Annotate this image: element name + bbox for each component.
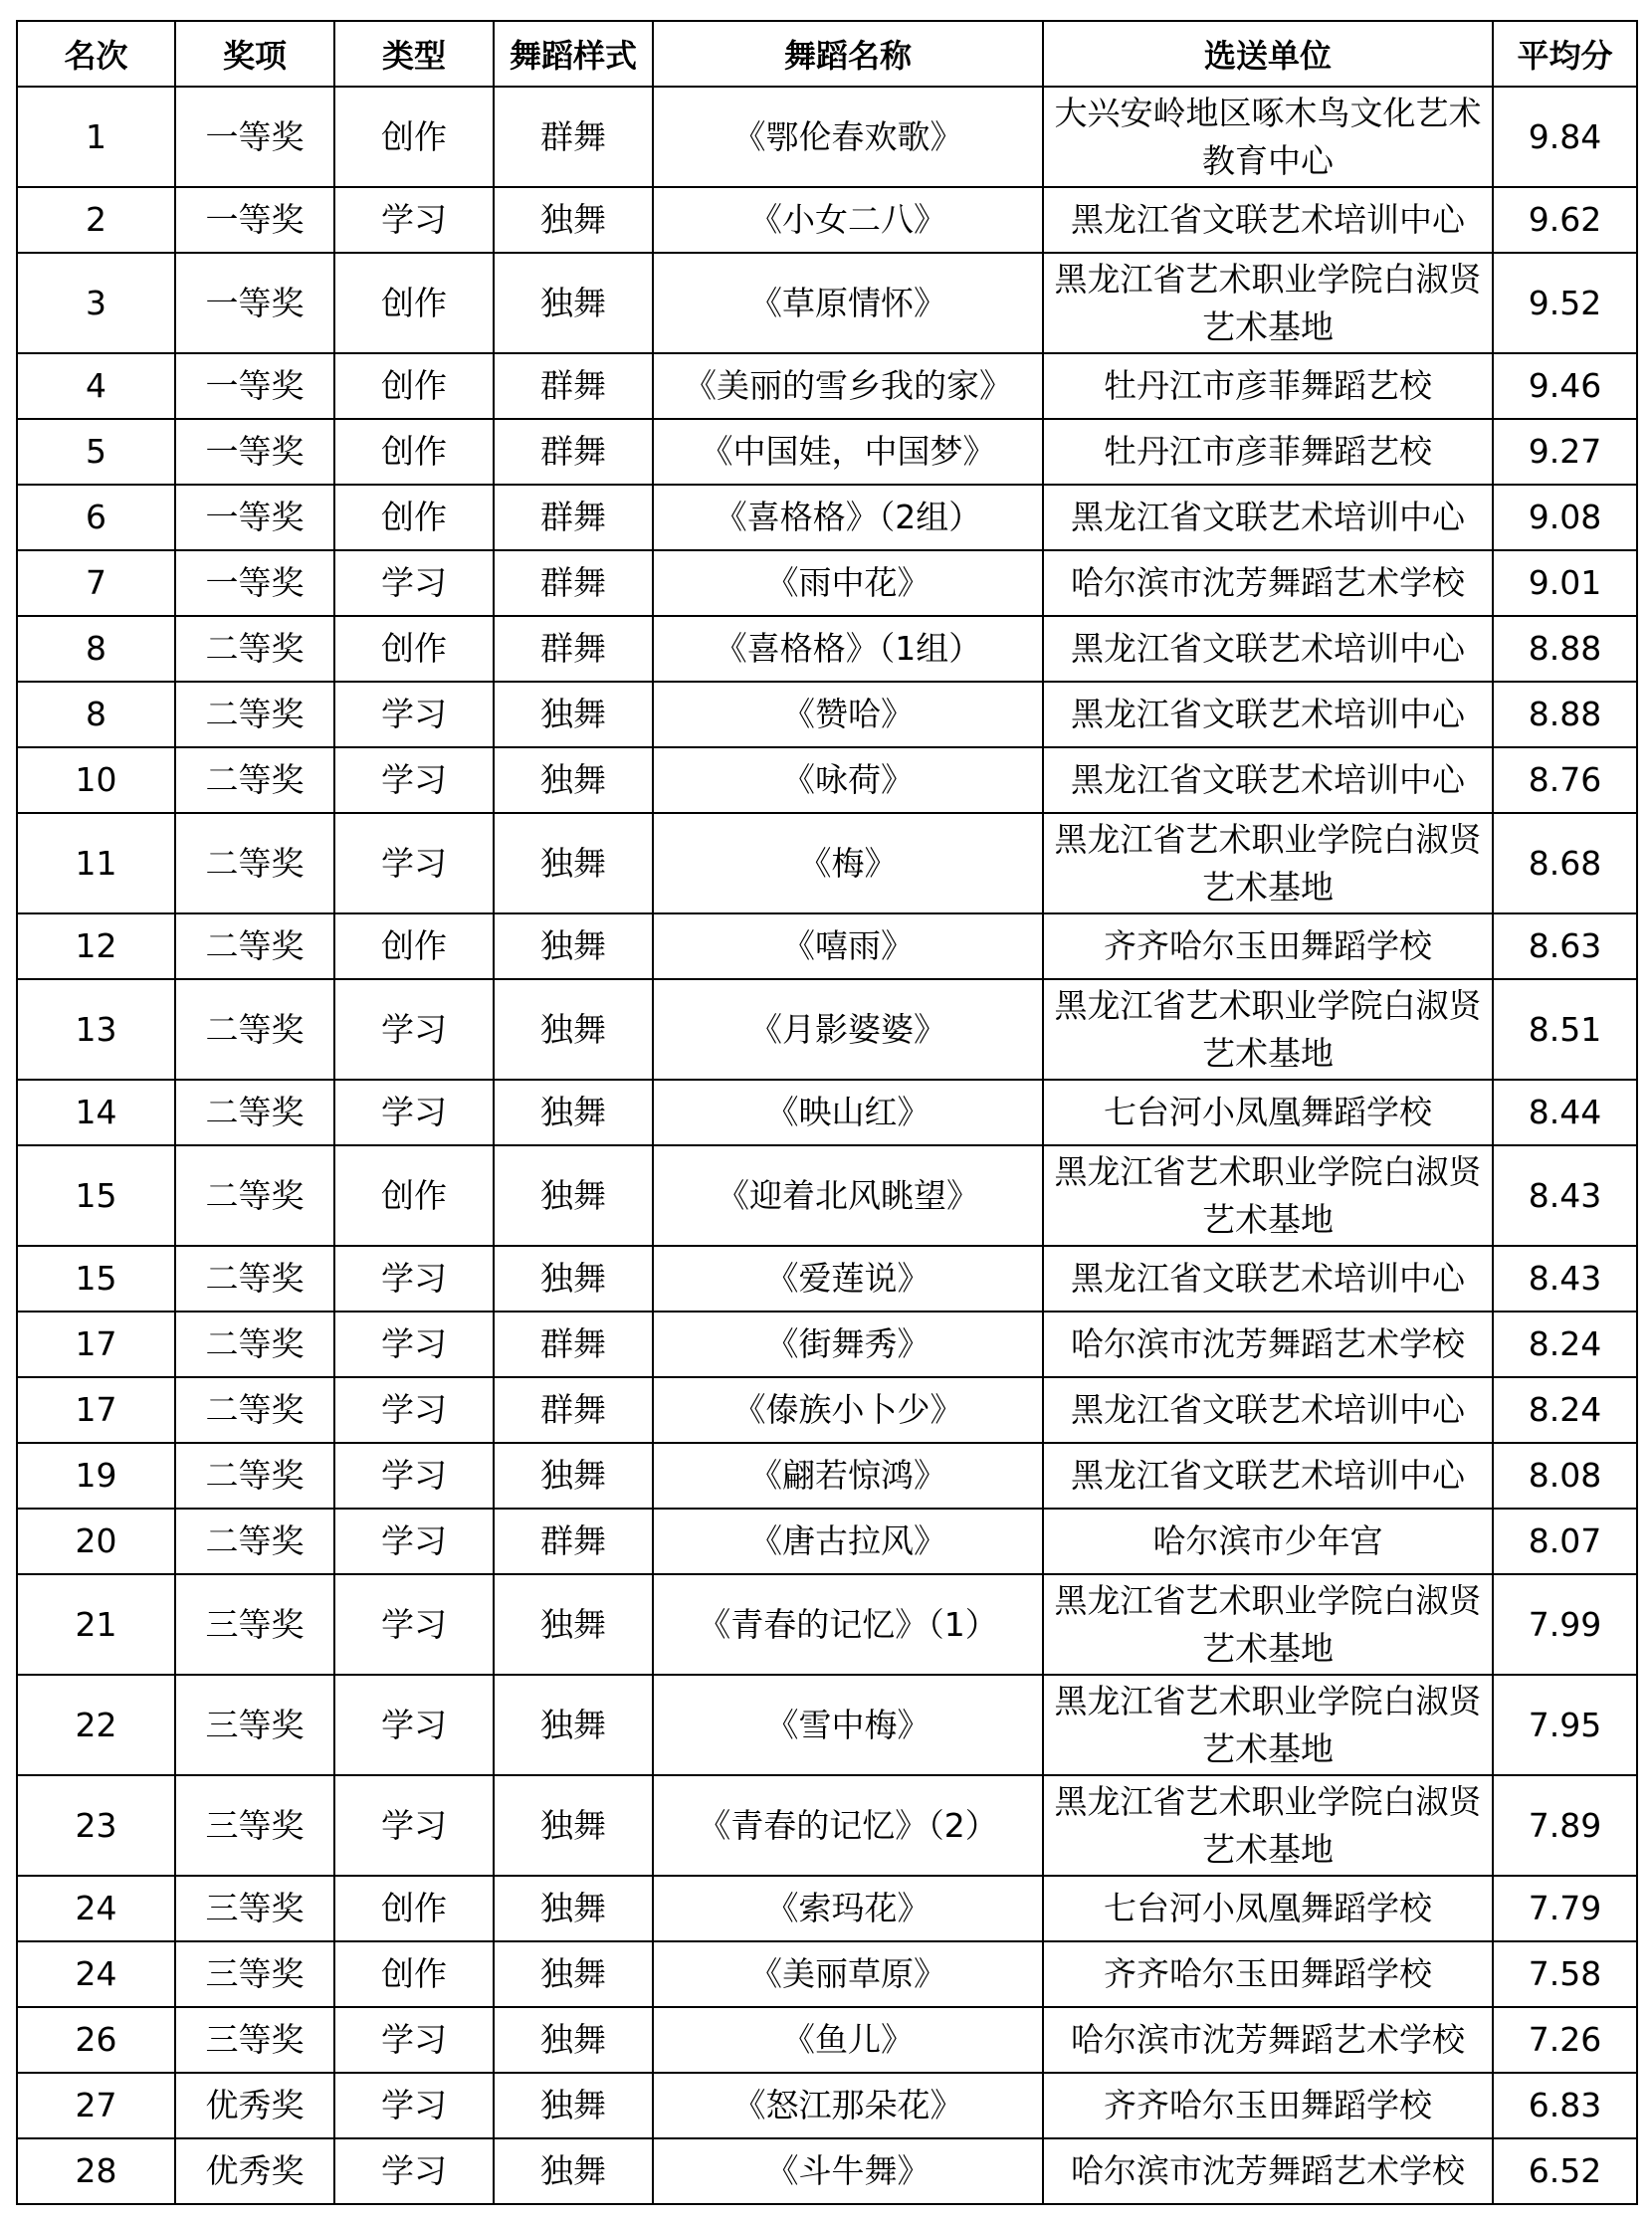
cell-score: 8.88 bbox=[1493, 682, 1637, 747]
table-row bbox=[17, 1941, 1637, 2007]
header-dance-name: 舞蹈名称 bbox=[653, 21, 1043, 87]
cell-rank: 17 bbox=[17, 1312, 175, 1377]
cell-type: 创作 bbox=[334, 419, 494, 485]
cell-rank: 13 bbox=[17, 979, 175, 1080]
cell-type: 学习 bbox=[334, 1246, 494, 1312]
cell-rank: 12 bbox=[17, 913, 175, 979]
cell-rank: 6 bbox=[17, 485, 175, 550]
cell-rank: 7 bbox=[17, 550, 175, 616]
cell-score: 9.46 bbox=[1493, 353, 1637, 419]
cell-unit: 黑龙江省文联艺术培训中心 bbox=[1043, 485, 1493, 550]
cell-style: 独舞 bbox=[494, 813, 653, 913]
cell-score: 9.84 bbox=[1493, 87, 1637, 187]
cell-style: 独舞 bbox=[494, 1574, 653, 1675]
cell-award: 二等奖 bbox=[175, 913, 334, 979]
cell-style: 群舞 bbox=[494, 87, 653, 187]
cell-type: 创作 bbox=[334, 913, 494, 979]
cell-unit: 黑龙江省艺术职业学院白淑贤艺术基地 bbox=[1043, 1574, 1493, 1675]
cell-unit: 黑龙江省艺术职业学院白淑贤艺术基地 bbox=[1043, 813, 1493, 913]
cell-type: 学习 bbox=[334, 1443, 494, 1509]
cell-type: 学习 bbox=[334, 1574, 494, 1675]
header-award: 奖项 bbox=[175, 21, 334, 87]
cell-award: 二等奖 bbox=[175, 813, 334, 913]
table-row bbox=[17, 1574, 1637, 1675]
cell-style: 独舞 bbox=[494, 979, 653, 1080]
cell-unit: 齐齐哈尔玉田舞蹈学校 bbox=[1043, 2073, 1493, 2138]
cell-style: 独舞 bbox=[494, 1145, 653, 1246]
cell-style: 独舞 bbox=[494, 747, 653, 813]
cell-score: 7.79 bbox=[1493, 1876, 1637, 1941]
cell-type: 创作 bbox=[334, 353, 494, 419]
cell-dance-name: 《映山红》 bbox=[653, 1080, 1043, 1145]
table-row bbox=[17, 1377, 1637, 1443]
cell-style: 独舞 bbox=[494, 1246, 653, 1312]
cell-score: 8.44 bbox=[1493, 1080, 1637, 1145]
cell-style: 独舞 bbox=[494, 253, 653, 353]
cell-style: 群舞 bbox=[494, 419, 653, 485]
cell-type: 学习 bbox=[334, 747, 494, 813]
cell-rank: 1 bbox=[17, 87, 175, 187]
cell-award: 三等奖 bbox=[175, 1675, 334, 1775]
cell-type: 学习 bbox=[334, 550, 494, 616]
table-row bbox=[17, 2073, 1637, 2138]
cell-type: 学习 bbox=[334, 682, 494, 747]
cell-score: 9.08 bbox=[1493, 485, 1637, 550]
cell-dance-name: 《咏荷》 bbox=[653, 747, 1043, 813]
cell-score: 7.99 bbox=[1493, 1574, 1637, 1675]
cell-rank: 15 bbox=[17, 1145, 175, 1246]
cell-score: 9.01 bbox=[1493, 550, 1637, 616]
cell-dance-name: 《小女二八》 bbox=[653, 187, 1043, 253]
cell-award: 二等奖 bbox=[175, 1080, 334, 1145]
cell-rank: 20 bbox=[17, 1509, 175, 1574]
cell-unit: 黑龙江省艺术职业学院白淑贤艺术基地 bbox=[1043, 1775, 1493, 1876]
table-row bbox=[17, 1145, 1637, 1246]
table-row bbox=[17, 979, 1637, 1080]
cell-score: 8.88 bbox=[1493, 616, 1637, 682]
table-row bbox=[17, 2007, 1637, 2073]
cell-score: 8.68 bbox=[1493, 813, 1637, 913]
cell-type: 学习 bbox=[334, 2073, 494, 2138]
cell-rank: 14 bbox=[17, 1080, 175, 1145]
cell-dance-name: 《青春的记忆》（2） bbox=[653, 1775, 1043, 1876]
cell-score: 8.24 bbox=[1493, 1312, 1637, 1377]
cell-dance-name: 《翩若惊鸿》 bbox=[653, 1443, 1043, 1509]
cell-unit: 黑龙江省文联艺术培训中心 bbox=[1043, 747, 1493, 813]
cell-unit: 哈尔滨市少年宫 bbox=[1043, 1509, 1493, 1574]
cell-type: 学习 bbox=[334, 2138, 494, 2204]
cell-unit: 黑龙江省文联艺术培训中心 bbox=[1043, 1377, 1493, 1443]
cell-award: 一等奖 bbox=[175, 419, 334, 485]
table-row bbox=[17, 1876, 1637, 1941]
cell-dance-name: 《月影婆婆》 bbox=[653, 979, 1043, 1080]
cell-style: 群舞 bbox=[494, 353, 653, 419]
table-row bbox=[17, 682, 1637, 747]
cell-dance-name: 《傣族小卜少》 bbox=[653, 1377, 1043, 1443]
cell-rank: 24 bbox=[17, 1876, 175, 1941]
cell-rank: 2 bbox=[17, 187, 175, 253]
cell-type: 创作 bbox=[334, 253, 494, 353]
cell-type: 学习 bbox=[334, 1775, 494, 1876]
cell-rank: 22 bbox=[17, 1675, 175, 1775]
cell-rank: 3 bbox=[17, 253, 175, 353]
cell-dance-name: 《喜格格》（2组） bbox=[653, 485, 1043, 550]
header-score: 平均分 bbox=[1493, 21, 1637, 87]
cell-type: 创作 bbox=[334, 1145, 494, 1246]
cell-score: 7.26 bbox=[1493, 2007, 1637, 2073]
cell-dance-name: 《中国娃，中国梦》 bbox=[653, 419, 1043, 485]
cell-unit: 黑龙江省艺术职业学院白淑贤艺术基地 bbox=[1043, 1145, 1493, 1246]
cell-style: 独舞 bbox=[494, 2007, 653, 2073]
table-row bbox=[17, 1509, 1637, 1574]
results-sheet bbox=[16, 20, 1636, 2209]
cell-style: 群舞 bbox=[494, 550, 653, 616]
cell-score: 6.83 bbox=[1493, 2073, 1637, 2138]
cell-unit: 黑龙江省艺术职业学院白淑贤艺术基地 bbox=[1043, 253, 1493, 353]
cell-unit: 哈尔滨市沈芳舞蹈艺术学校 bbox=[1043, 2138, 1493, 2204]
cell-award: 三等奖 bbox=[175, 1775, 334, 1876]
table-row bbox=[17, 747, 1637, 813]
cell-score: 7.58 bbox=[1493, 1941, 1637, 2007]
cell-award: 一等奖 bbox=[175, 253, 334, 353]
cell-unit: 牡丹江市彦菲舞蹈艺校 bbox=[1043, 419, 1493, 485]
cell-rank: 8 bbox=[17, 616, 175, 682]
cell-unit: 哈尔滨市沈芳舞蹈艺术学校 bbox=[1043, 550, 1493, 616]
cell-score: 9.27 bbox=[1493, 419, 1637, 485]
cell-rank: 15 bbox=[17, 1246, 175, 1312]
cell-score: 7.95 bbox=[1493, 1675, 1637, 1775]
cell-style: 群舞 bbox=[494, 1377, 653, 1443]
cell-dance-name: 《索玛花》 bbox=[653, 1876, 1043, 1941]
cell-dance-name: 《雪中梅》 bbox=[653, 1675, 1043, 1775]
cell-unit: 哈尔滨市沈芳舞蹈艺术学校 bbox=[1043, 2007, 1493, 2073]
cell-style: 群舞 bbox=[494, 1509, 653, 1574]
cell-score: 6.52 bbox=[1493, 2138, 1637, 2204]
cell-style: 独舞 bbox=[494, 1876, 653, 1941]
cell-type: 创作 bbox=[334, 616, 494, 682]
cell-award: 三等奖 bbox=[175, 1574, 334, 1675]
header-row bbox=[17, 21, 1637, 87]
cell-style: 独舞 bbox=[494, 1675, 653, 1775]
table-row bbox=[17, 1312, 1637, 1377]
cell-unit: 黑龙江省文联艺术培训中心 bbox=[1043, 187, 1493, 253]
cell-award: 二等奖 bbox=[175, 616, 334, 682]
table-row bbox=[17, 1775, 1637, 1876]
cell-score: 8.51 bbox=[1493, 979, 1637, 1080]
cell-type: 学习 bbox=[334, 813, 494, 913]
cell-unit: 黑龙江省文联艺术培训中心 bbox=[1043, 616, 1493, 682]
cell-unit: 大兴安岭地区啄木鸟文化艺术教育中心 bbox=[1043, 87, 1493, 187]
cell-rank: 28 bbox=[17, 2138, 175, 2204]
cell-type: 学习 bbox=[334, 1675, 494, 1775]
cell-award: 一等奖 bbox=[175, 485, 334, 550]
cell-award: 优秀奖 bbox=[175, 2138, 334, 2204]
cell-style: 独舞 bbox=[494, 1775, 653, 1876]
table-row bbox=[17, 1443, 1637, 1509]
cell-dance-name: 《美丽的雪乡我的家》 bbox=[653, 353, 1043, 419]
cell-type: 学习 bbox=[334, 1080, 494, 1145]
cell-award: 优秀奖 bbox=[175, 2073, 334, 2138]
cell-score: 9.52 bbox=[1493, 253, 1637, 353]
cell-dance-name: 《爱莲说》 bbox=[653, 1246, 1043, 1312]
cell-award: 一等奖 bbox=[175, 187, 334, 253]
cell-award: 一等奖 bbox=[175, 550, 334, 616]
cell-award: 三等奖 bbox=[175, 1876, 334, 1941]
table-row bbox=[17, 1675, 1637, 1775]
cell-award: 一等奖 bbox=[175, 87, 334, 187]
table-row bbox=[17, 1080, 1637, 1145]
table-row bbox=[17, 87, 1637, 187]
cell-unit: 黑龙江省文联艺术培训中心 bbox=[1043, 1443, 1493, 1509]
cell-rank: 24 bbox=[17, 1941, 175, 2007]
cell-award: 二等奖 bbox=[175, 682, 334, 747]
cell-dance-name: 《青春的记忆》（1） bbox=[653, 1574, 1043, 1675]
cell-rank: 4 bbox=[17, 353, 175, 419]
cell-dance-name: 《赞哈》 bbox=[653, 682, 1043, 747]
cell-unit: 牡丹江市彦菲舞蹈艺校 bbox=[1043, 353, 1493, 419]
table-row bbox=[17, 353, 1637, 419]
cell-award: 三等奖 bbox=[175, 1941, 334, 2007]
cell-style: 独舞 bbox=[494, 187, 653, 253]
cell-rank: 5 bbox=[17, 419, 175, 485]
cell-score: 8.43 bbox=[1493, 1246, 1637, 1312]
table-body bbox=[17, 87, 1637, 2204]
cell-award: 一等奖 bbox=[175, 353, 334, 419]
cell-dance-name: 《嘻雨》 bbox=[653, 913, 1043, 979]
table-row bbox=[17, 913, 1637, 979]
cell-style: 独舞 bbox=[494, 1443, 653, 1509]
cell-unit: 哈尔滨市沈芳舞蹈艺术学校 bbox=[1043, 1312, 1493, 1377]
cell-unit: 七台河小凤凰舞蹈学校 bbox=[1043, 1876, 1493, 1941]
cell-dance-name: 《鱼儿》 bbox=[653, 2007, 1043, 2073]
cell-type: 创作 bbox=[334, 1876, 494, 1941]
table-row bbox=[17, 813, 1637, 913]
cell-award: 二等奖 bbox=[175, 1443, 334, 1509]
cell-style: 群舞 bbox=[494, 616, 653, 682]
header-rank: 名次 bbox=[17, 21, 175, 87]
cell-style: 独舞 bbox=[494, 2073, 653, 2138]
cell-score: 7.89 bbox=[1493, 1775, 1637, 1876]
cell-type: 学习 bbox=[334, 979, 494, 1080]
table-row bbox=[17, 2138, 1637, 2204]
cell-rank: 17 bbox=[17, 1377, 175, 1443]
cell-type: 学习 bbox=[334, 1312, 494, 1377]
cell-award: 二等奖 bbox=[175, 979, 334, 1080]
cell-score: 8.43 bbox=[1493, 1145, 1637, 1246]
cell-score: 8.63 bbox=[1493, 913, 1637, 979]
cell-dance-name: 《雨中花》 bbox=[653, 550, 1043, 616]
table-row bbox=[17, 616, 1637, 682]
cell-score: 8.24 bbox=[1493, 1377, 1637, 1443]
cell-style: 独舞 bbox=[494, 1080, 653, 1145]
cell-dance-name: 《斗牛舞》 bbox=[653, 2138, 1043, 2204]
cell-dance-name: 《美丽草原》 bbox=[653, 1941, 1043, 2007]
cell-unit: 黑龙江省文联艺术培训中心 bbox=[1043, 682, 1493, 747]
results-table bbox=[16, 20, 1638, 2205]
cell-type: 创作 bbox=[334, 485, 494, 550]
cell-style: 独舞 bbox=[494, 682, 653, 747]
cell-type: 创作 bbox=[334, 87, 494, 187]
cell-unit: 黑龙江省艺术职业学院白淑贤艺术基地 bbox=[1043, 1675, 1493, 1775]
table-row bbox=[17, 187, 1637, 253]
cell-award: 二等奖 bbox=[175, 1377, 334, 1443]
cell-style: 独舞 bbox=[494, 2138, 653, 2204]
cell-style: 独舞 bbox=[494, 913, 653, 979]
cell-dance-name: 《梅》 bbox=[653, 813, 1043, 913]
cell-award: 三等奖 bbox=[175, 2007, 334, 2073]
cell-rank: 11 bbox=[17, 813, 175, 913]
cell-rank: 19 bbox=[17, 1443, 175, 1509]
cell-dance-name: 《街舞秀》 bbox=[653, 1312, 1043, 1377]
cell-rank: 26 bbox=[17, 2007, 175, 2073]
cell-type: 学习 bbox=[334, 2007, 494, 2073]
cell-rank: 21 bbox=[17, 1574, 175, 1675]
cell-unit: 七台河小凤凰舞蹈学校 bbox=[1043, 1080, 1493, 1145]
cell-unit: 齐齐哈尔玉田舞蹈学校 bbox=[1043, 1941, 1493, 2007]
cell-rank: 23 bbox=[17, 1775, 175, 1876]
cell-rank: 27 bbox=[17, 2073, 175, 2138]
cell-style: 独舞 bbox=[494, 1941, 653, 2007]
cell-style: 群舞 bbox=[494, 485, 653, 550]
table-row bbox=[17, 419, 1637, 485]
cell-score: 8.08 bbox=[1493, 1443, 1637, 1509]
cell-award: 二等奖 bbox=[175, 1145, 334, 1246]
cell-dance-name: 《唐古拉风》 bbox=[653, 1509, 1043, 1574]
cell-award: 二等奖 bbox=[175, 1312, 334, 1377]
cell-type: 学习 bbox=[334, 187, 494, 253]
cell-dance-name: 《草原情怀》 bbox=[653, 253, 1043, 353]
cell-dance-name: 《鄂伦春欢歌》 bbox=[653, 87, 1043, 187]
cell-type: 创作 bbox=[334, 1941, 494, 2007]
table-row bbox=[17, 485, 1637, 550]
header-unit: 选送单位 bbox=[1043, 21, 1493, 87]
cell-unit: 齐齐哈尔玉田舞蹈学校 bbox=[1043, 913, 1493, 979]
cell-dance-name: 《喜格格》（1组） bbox=[653, 616, 1043, 682]
cell-score: 8.07 bbox=[1493, 1509, 1637, 1574]
cell-unit: 黑龙江省艺术职业学院白淑贤艺术基地 bbox=[1043, 979, 1493, 1080]
cell-type: 学习 bbox=[334, 1377, 494, 1443]
cell-style: 群舞 bbox=[494, 1312, 653, 1377]
table-row bbox=[17, 550, 1637, 616]
cell-award: 二等奖 bbox=[175, 1509, 334, 1574]
header-type: 类型 bbox=[334, 21, 494, 87]
cell-type: 学习 bbox=[334, 1509, 494, 1574]
cell-rank: 10 bbox=[17, 747, 175, 813]
cell-rank: 8 bbox=[17, 682, 175, 747]
cell-score: 9.62 bbox=[1493, 187, 1637, 253]
table-row bbox=[17, 253, 1637, 353]
cell-unit: 黑龙江省文联艺术培训中心 bbox=[1043, 1246, 1493, 1312]
cell-dance-name: 《迎着北风眺望》 bbox=[653, 1145, 1043, 1246]
cell-award: 二等奖 bbox=[175, 747, 334, 813]
cell-award: 二等奖 bbox=[175, 1246, 334, 1312]
table-row bbox=[17, 1246, 1637, 1312]
cell-dance-name: 《怒江那朵花》 bbox=[653, 2073, 1043, 2138]
cell-score: 8.76 bbox=[1493, 747, 1637, 813]
header-style: 舞蹈样式 bbox=[494, 21, 653, 87]
